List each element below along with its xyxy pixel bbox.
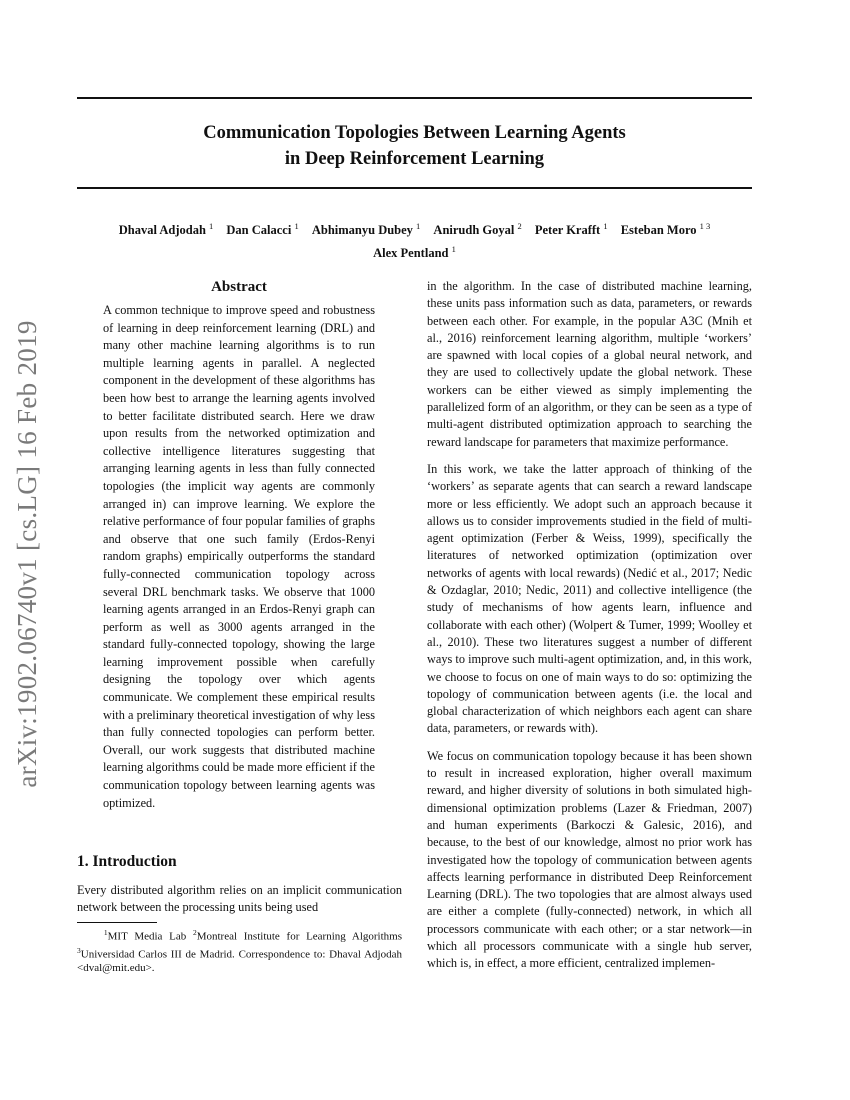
author-affiliation: 1 bbox=[416, 221, 421, 231]
abstract-heading: Abstract bbox=[211, 279, 267, 295]
author-affiliation: 1 3 bbox=[699, 221, 711, 231]
author: Abhimanyu Dubey $^1$ bbox=[311, 221, 421, 238]
title-line-1: Communication Topologies Between Learning Agents bbox=[203, 123, 626, 143]
author-line-2 bbox=[77, 240, 752, 263]
footnote-rule bbox=[77, 922, 157, 923]
author-affiliation: 1 bbox=[451, 244, 456, 255]
author: Esteban Moro $^{1 3}$ bbox=[620, 221, 711, 238]
paragraph: We focus on communication topology because it has been shown to result in increased exploration, higher overall maximum reward, and higher diversity of solutions in both simulated high-dimensional optimization problems (Lazer & Friedman, 2007) and human experiments (Barkoczi & Galesic, 2016), and because, to the best of our knowledge, almost no prior work has investigated how the topology of communication between agents affects learning performance in distributed Deep Reinforcement Learning (DRL). The two topologies that are almost always used are either a complete (fully-connected) network, in which all processors communicate with each other; or a star network—in which all processors communicate with a single hub server, which is, in effect, a more efficient, centralized implemen- bbox=[427, 748, 752, 971]
arxiv-stamp: arXiv:1902.06740v1 [cs.LG] 16 Feb 2019 bbox=[12, 320, 42, 788]
author-affiliation: 1 bbox=[209, 221, 214, 231]
author-affiliation: 1 bbox=[603, 221, 608, 231]
introduction-paragraph: Every distributed algorithm relies on an implicit communication network between the processing units being used bbox=[77, 883, 402, 914]
title-bottom-rule bbox=[77, 187, 752, 189]
author: Dhaval Adjodah $^1$ bbox=[118, 221, 214, 238]
section-heading-introduction: 1. Introduction bbox=[77, 853, 177, 870]
title-top-rule bbox=[77, 97, 752, 99]
abstract-text: A common technique to improve speed and robustness of learning in deep reinforcement learning (DRL) and many other machine learning algorithms is to run multiple learning agents in parallel. A neglected component in the development of these algorithms has been how best to arrange the learning agents involved to better facilitate distributed search. Here we draw upon results from the networked optimization and collective intelligence literatures suggesting that arranging learning agents in less than fully connected topologies (the implicit way agents are commonly arranged in) can improve learning. We explore the relative performance of four popular families of graphs and observe that one such family (Erdos-Renyi random graphs) empirically outperforms the standard fully-connected communication topology across several DRL benchmark tasks. We observe that 1000 learning agents arranged in an Erdos-Renyi graph can perform as well as 3000 agents arranged in the standard fully-connected topology, showing the large learning improvement possible when carefully designing the topology over which agents communicate. We complement these empirical results with a preliminary theoretical investigation of why less than fully connected topologies can perform better. Overall, our work suggests that distributed machine learning algorithms could be made more efficient if the communication topology between learning agents was optimized. bbox=[103, 303, 375, 810]
author: Anirudh Goyal $^2$ bbox=[433, 221, 522, 238]
author-line-1 bbox=[77, 217, 752, 240]
author-list bbox=[77, 217, 752, 263]
paper-title bbox=[77, 120, 752, 172]
paragraph: in the algorithm. In the case of distributed machine learning, these units pass information such as data, parameters, or rewards between each other. For example, in the popular A3C (Mnih et al., 2016) reinforcement learning algorithm, multiple ‘workers’ are spawned with local copies of a global neural network, and they are used to collectively update the global network. These workers can be either viewed as simply implementing the parallelized form of an algorithm, or they can be seen as a type of multi-agent distributed optimization approach to searching the reward landscape for parameters that maximize performance. bbox=[427, 279, 752, 449]
author: Peter Krafft $^1$ bbox=[534, 221, 608, 238]
author-affiliation: 1 bbox=[294, 221, 299, 231]
author: Dan Calacci $^1$ bbox=[226, 221, 299, 238]
paragraph: In this work, we take the latter approach of thinking of the ‘workers’ as separate agents that can search a reward landscape more or less efficiently. We adopt such an approach because it allows us to consider improvements studied in the field of multi-agent optimization (Ferber & Weiss, 1999), specifically the literatures of networked optimization (optimization over networks of agents with local rewards) (Nedić et al., 2017; Nedic & Ozdaglar, 2010; Nedic, 2011) and collective intelligence (the study of mechanisms of how agents learn, influence and collaborate with each other) (Wolpert & Tumer, 1999; Woolley et al., 2010). These two literatures suggest a number of different ways to improve such multi-agent optimization, and, in this work, we choose to focus on one of main ways to do so: optimizing the topology of communication between agents (i.e. the local and global characterization of which neighbors each agent can share data, parameters, or rewards with). bbox=[427, 461, 752, 736]
right-column bbox=[427, 278, 752, 983]
footnote: $^1$MIT Media Lab $^2$Montreal Institute for Learning Algorithms $^3$Universidad Carlos III de Madrid. Correspondence to: Dhaval Adjodah <dval@mit.edu>. bbox=[77, 928, 403, 975]
author: Alex Pentland $^1$ bbox=[373, 244, 456, 261]
title-line-2: in Deep Reinforcement Learning bbox=[284, 149, 545, 169]
author-affiliation: 2 bbox=[517, 221, 522, 231]
